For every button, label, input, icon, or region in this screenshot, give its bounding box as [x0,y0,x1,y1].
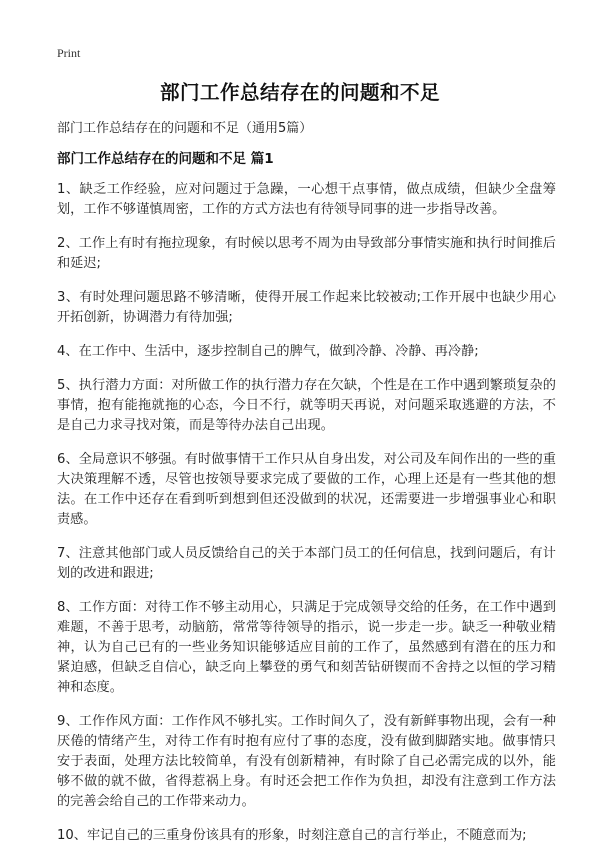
paragraph-1: 1、缺乏工作经验，应对问题过于急躁，一心想干点事情，做点成绩，但缺少全盘筹划，工作不够谨慎周密，工作的方式方法也有待领导同事的进一步指导改善。 [57,182,556,217]
document-subtitle: 部门工作总结存在的问题和不足（通用5篇） [57,121,313,136]
paragraph-4: 4、在工作中、生活中，逐步控制自己的脾气，做到冷静、冷静、再冷静; [57,344,479,359]
document-title: 部门工作总结存在的问题和不足 [159,81,440,104]
print-link[interactable]: Print [57,46,81,60]
paragraph-3: 3、有时处理问题思路不够清晰，使得开展工作起来比较被动;工作开展中也缺少用心开拓创新，协调潜力有待加强; [57,290,556,325]
paragraph-6: 6、全局意识不够强。有时做事情干工作只从自身出发，对公司及车间作出的一些的重大决策理解不透，尽管也按领导要求完成了要做的工作，心理上还是有一些其他的想法。在工作中还存在看到听到想到但还没做到的状况，还需要进一步增强事业心和职责感。 [57,452,556,527]
paragraph-7: 7、注意其他部门或人员反馈给自己的关于本部门员工的任何信息，找到问题后，有计划的改进和跟进; [57,546,556,581]
paragraph-8: 8、工作方面：对待工作不够主动用心，只满足于完成领导交给的任务，在工作中遇到难题，不善于思考，动脑筋，常常等待领导的指示，说一步走一步。缺乏一种敬业精神，认为自己已有的一些业务知识能够适应目前的工作了，虽然感到有潜在的压力和紧迫感，但缺乏自信心，缺乏向上攀登的勇气和刻苦钻研锲而不舍持之以恒的学习精神和态度。 [57,600,556,695]
paragraph-10: 10、牢记自己的三重身份该具有的形象，时刻注意自己的言行举止，不随意而为; [57,828,527,843]
document-body [57,180,556,860]
paragraph-5: 5、执行潜力方面：对所做工作的执行潜力存在欠缺，个性是在工作中遇到繁琐复杂的事情，抱有能拖就拖的心态，今日不行，就等明天再说，对问题采取逃避的方法，不是自己力求寻找对策，而是等待办法自己出现。 [57,378,556,433]
paragraph-9: 9、工作作风方面：工作作风不够扎实。工作时间久了，没有新鲜事物出现，会有一种厌倦的情绪产生，对待工作有时抱有应付了事的态度，没有做到脚踏实地。做事情只安于表面，处理方法比较简单，有没有创新精神，有时除了自己必需完成的以外，能够不做的就不做，省得惹祸上身。有时还会把工作作为负担，却没有注意到工作方法的完善会给自己的工作带来动力。 [57,714,556,809]
paragraph-2: 2、工作上有时有拖拉现象，有时候以思考不周为由导致部分事情实施和执行时间推后和延迟; [57,236,556,271]
section-heading: 部门工作总结存在的问题和不足 篇1 [57,151,274,167]
